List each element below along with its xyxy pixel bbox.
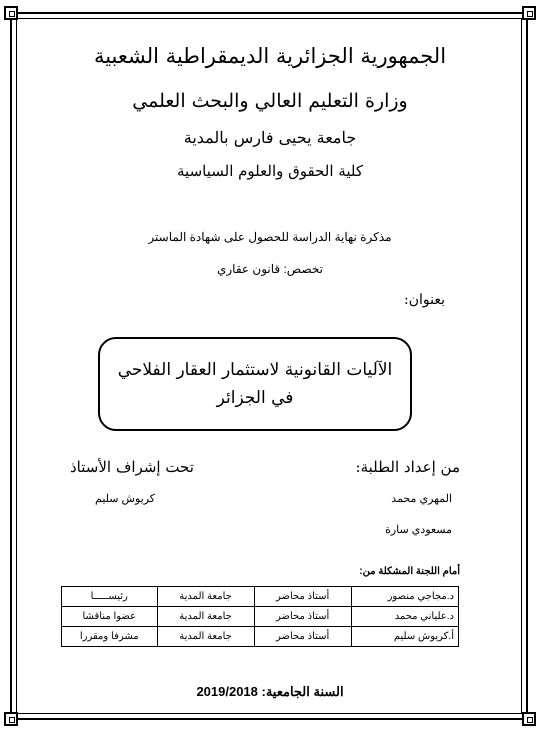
jury-member-rank: أستاذ محاضر — [254, 627, 351, 647]
ministry-heading: وزارة التعليم العالي والبحث العلمي — [132, 90, 408, 112]
republic-heading: الجمهورية الجزائرية الديمقراطية الشعبية — [93, 44, 447, 68]
thesis-title-line1: الآليات القانونية لاستثمار العقار الفلاحي — [117, 360, 393, 380]
jury-member-rank: أستاذ محاضر — [254, 587, 351, 607]
thesis-purpose: مذكرة نهاية الدراسة للحصول على شهادة الماستر — [148, 230, 392, 244]
corner-ornament-icon — [4, 6, 18, 20]
jury-member-university: جامعة المدية — [157, 627, 254, 647]
jury-member-name: أ.كريوش سليم — [351, 627, 458, 647]
jury-member-role: مشرفا ومقررا — [62, 627, 158, 647]
jury-member-role: عضوا مناقشا — [62, 607, 158, 627]
jury-member-role: رئيســـــا — [62, 587, 158, 607]
jury-member-rank: أستاذ محاضر — [254, 607, 351, 627]
corner-ornament-icon — [4, 712, 18, 726]
table-row — [62, 627, 459, 647]
corner-ornament-icon — [522, 712, 536, 726]
faculty-heading: كلية الحقوق والعلوم السياسية — [177, 162, 363, 180]
prepared-by-label: من إعداد الطلبة: — [355, 458, 460, 476]
student-name: المهري محمد — [391, 493, 452, 505]
thesis-specialty: تخصص: قانون عقاري — [216, 262, 323, 276]
jury-member-university: جامعة المدية — [157, 607, 254, 627]
supervisor-label: تحت إشراف الأستاذ — [70, 458, 194, 476]
thesis-title-box — [98, 337, 412, 431]
thesis-title-line2: في الجزائر — [216, 388, 294, 408]
jury-member-name: د.علياني محمد — [351, 607, 458, 627]
table-row — [62, 587, 459, 607]
supervisor-name: كريوش سليم — [95, 493, 156, 505]
student-name: مسعودي سارة — [385, 524, 452, 536]
table-row — [62, 607, 459, 627]
jury-table — [61, 586, 459, 647]
jury-member-name: د.مجاجي منصور — [351, 587, 458, 607]
title-label: بعنوان: — [404, 292, 445, 308]
corner-ornament-icon — [522, 6, 536, 20]
jury-label: أمام اللجنة المشكلة من: — [359, 566, 460, 577]
academic-year: السنة الجامعية: 2019/2018 — [196, 684, 344, 699]
university-heading: جامعة يحيى فارس بالمدية — [183, 128, 357, 147]
jury-member-university: جامعة المدية — [157, 587, 254, 607]
